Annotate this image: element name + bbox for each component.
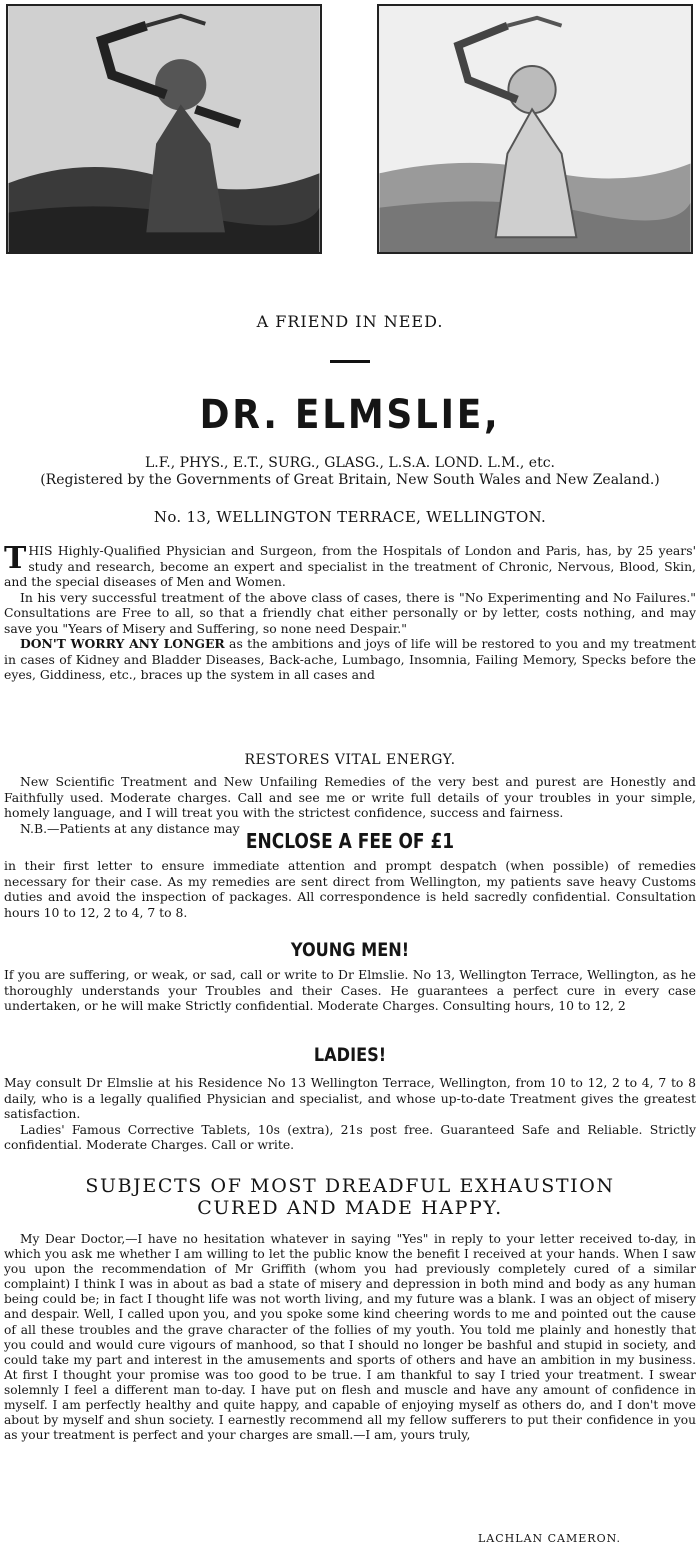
testimonial-heading [0,1175,700,1219]
intro-section [4,543,696,683]
ladies-heading: LADIES! [313,1044,387,1066]
divider [330,360,370,363]
qualifications: L.F., PHYS., E.T., SURG., GLASG., L.S.A. LOND. L.M., etc. [144,455,555,471]
ladies-section [4,1075,696,1153]
testimonial-heading-line-2: CURED AND MADE HAPPY. [197,1197,503,1219]
young-men-text: If you are suffering, or weak, or sad, call or write to Dr Elmslie. No 13, Wellington Terrace, Wellington, as he thoroughly understands your Troubles and their Cases. He guarantees a perfect cure in every case undertaken, or he will make Strictly confidential. Moderate Charges. Consulting hours, 10 to 12, 2 [4,967,696,1013]
dont-worry-heading: DON'T WORRY ANY LONGER [20,636,225,651]
fee-text: in their first letter to ensure immediate attention and prompt despatch (when possible) of remedies necessary for their case. As my remedies are sent direct from Wellington, my patients save heavy Customs duties and avoid the inspection of packages. All correspondence is held sacredly confidential. Consultation hours 10 to 12, 2 to 4, 7 to 8. [4,858,696,920]
woman-figure-icon [8,6,320,252]
tagline: A FRIEND IN NEED. [256,312,444,331]
page-title: DR. ELMSLIE, [199,392,501,438]
treatment-paragraph: New Scientific Treatment and New Unfailing Remedies of the very best and purest are Honestly and Faithfully used. Moderate charges. Call and see me or write full details of your troubles in your simple, homely language, and I will treat you with the strictest confidence, success and fairness. [4,774,696,820]
intro-paragraph-3 [4,636,696,683]
intro-text-3: as the ambitions and joys of life will be restored to you and my treatment in cases of Kidney and Bladder Diseases, Back-ache, Lumbago, Insomnia, Failing Memory, Specks before the eyes, Giddiness, etc., braces up the system in all cases and [4,636,696,682]
testimonial-heading-line-1: SUBJECTS OF MOST DREADFUL EXHAUSTION [85,1175,615,1197]
ladies-paragraph-1: May consult Dr Elmslie at his Residence No 13 Wellington Terrace, Wellington, from 10 to 12, 2 to 4, 7 to 8 daily, who is a legally qualified Physician and specialist, and whose up-to-date Treatment gives the greatest satisfaction. [4,1075,696,1121]
engraving-left [6,4,322,254]
intro-paragraph-1 [4,543,696,590]
treatment-section [4,774,696,836]
nb-note: N.B.—Patients at any distance may [20,820,240,836]
fee-heading: ENCLOSE A FEE OF £1 [245,829,455,853]
engraving-right [377,4,693,254]
address: No. 13, WELLINGTON TERRACE, WELLINGTON. [153,508,547,526]
qualifications-block [0,455,700,489]
registration-note: (Registered by the Governments of Great Britain, New South Wales and New Zealand.) [40,472,660,488]
letter-text: My Dear Doctor,—I have no hesitation whatever in saying "Yes" in reply to your letter received to-day, in which you ask me whether I am willing to let the public know the benefit I received at your hands. When I saw you upon the recommendation of Mr Griffith (whom you had previously completely cured of a similar complaint) I think I was in about as bad a state of misery and depression in both mind and body as any human being could be; in fact I thought life was not worth living, and my future was a blank. I was an object of misery and despair. Well, I called upon you, and you spoke some kind cheering words to me and pointed out the cause of all these troubles and the grave character of the follies of my youth. You told me plainly and honestly that you could and would cure vigours of manhood, so that I should no longer be bashful and stupid in society, and could take my part and interest in the amusements and sports of others and have an ambition in my business. At first I thought your promise was too good to be true. I am thankful to say I tried your treatment. I swear solemnly I feel a different man to-day. I have put on flesh and muscle and have any amount of confidence in myself. I am perfectly healthy and quite happy, and capable of enjoying myself as others do, and I don't move about by myself and shun society. I earnestly recommend all my fellow sufferers to put their confidence in you as your treatment is perfect and your charges are small.—I am, yours truly, [4,1232,696,1443]
young-men-heading: YOUNG MEN! [290,939,410,961]
dropcap: T [4,541,27,576]
signature: LACHLAN CAMERON. [478,1532,621,1545]
intro-text-1: HIS Highly-Qualified Physician and Surgeon, from the Hospitals of London and Paris, has, by 25 years' study and research, become an expert and specialist in the treatment of Chronic, Nervous, Blood, Skin, and the special diseases of Men and Women. [4,543,696,589]
restores-heading: RESTORES VITAL ENERGY. [244,752,456,768]
testimonial-letter [4,1232,696,1443]
ladies-paragraph-2: Ladies' Famous Corrective Tablets, 10s (extra), 21s post free. Guaranteed Safe and Reliable. Strictly confidential. Moderate Charges. Call or write. [4,1121,696,1152]
intro-paragraph-2: In his very successful treatment of the above class of cases, there is "No Experimenting and No Failures." Consultations are Free to all, so that a friendly chat either personally or by letter, costs nothing, and may save you "Years of Misery and Suffering, so none need Despair." [4,589,696,636]
woman-figure-icon [379,6,691,252]
